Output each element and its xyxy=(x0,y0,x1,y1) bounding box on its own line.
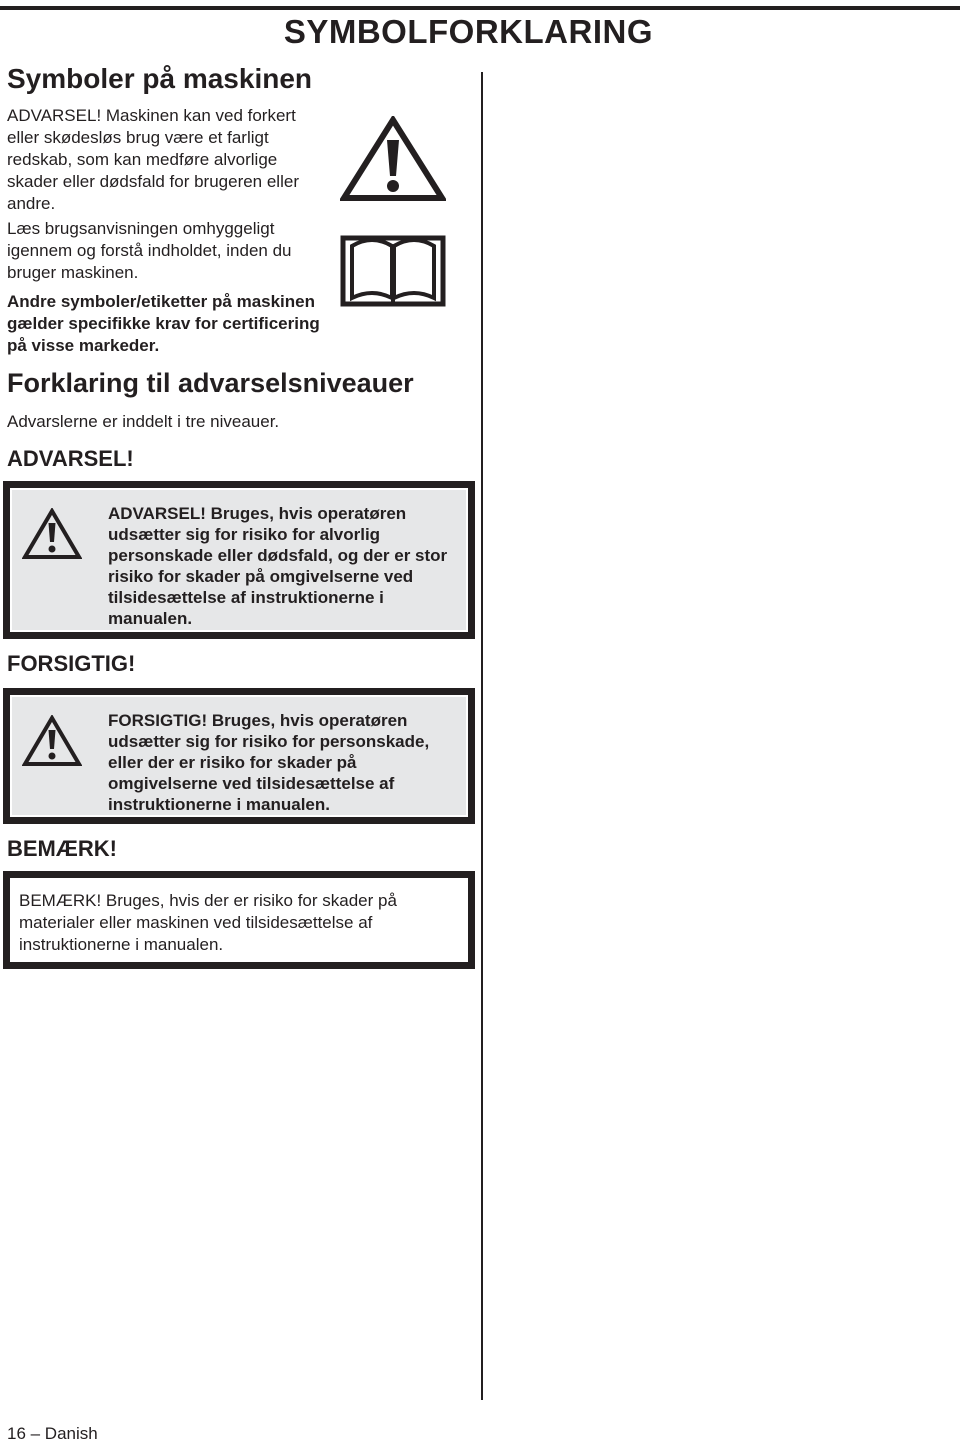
markets-paragraph: Andre symboler/etiketter på maskinen gælder specifikke krav for certificering på visse markeder. xyxy=(7,292,320,355)
column-divider xyxy=(481,72,483,1400)
warning-triangle-icon xyxy=(340,116,446,202)
note-box-text: BEMÆRK! Bruges, hvis der er risiko for skader på materialer eller maskinen ved tilsidesættelse af instruktionerne i manualen. xyxy=(19,891,397,954)
warning-triangle-icon xyxy=(22,508,82,560)
section-title-symbols: Symboler på maskinen xyxy=(7,63,313,94)
manual-book-icon xyxy=(340,228,446,308)
warning-triangle-icon xyxy=(22,715,82,767)
caution-box-text: FORSIGTIG! Bruges, hvis operatøren udsætter sig for risiko for personskade, eller der er risiko for skader på omgivelserne ved tilsidesættelse af instruktionerne i manualen. xyxy=(108,711,430,814)
warning-paragraph: ADVARSEL! Maskinen kan ved forkert eller skødesløs brug være et farligt redskab, som kan medføre alvorlige skader eller dødsfald for brugeren eller andre. xyxy=(7,106,299,213)
level-label-note: BEMÆRK! xyxy=(7,836,117,861)
note-box xyxy=(3,871,475,969)
read-manual-paragraph: Læs brugsanvisningen omhyggeligt igennem og forstå indholdet, inden du bruger maskinen. xyxy=(7,219,292,282)
caution-box xyxy=(3,688,475,824)
page-header-title: SYMBOLFORKLARING xyxy=(283,13,653,50)
level-label-warning: ADVARSEL! xyxy=(7,446,134,471)
level-label-caution: FORSIGTIG! xyxy=(7,651,136,676)
section-title-warning-levels: Forklaring til advarselsniveauer xyxy=(7,368,414,398)
levels-intro: Advarslerne er inddelt i tre niveauer. xyxy=(7,412,280,431)
page-footer: 16 – Danish xyxy=(7,1424,98,1443)
warning-box-text: ADVARSEL! Bruges, hvis operatøren udsætter sig for risiko for alvorlig personskade eller dødsfald, og der er stor risiko for skader på omgivelserne ved tilsidesættelse af instruktionerne i manualen. xyxy=(108,504,448,628)
header-rule xyxy=(0,6,960,10)
warning-box xyxy=(3,481,475,639)
